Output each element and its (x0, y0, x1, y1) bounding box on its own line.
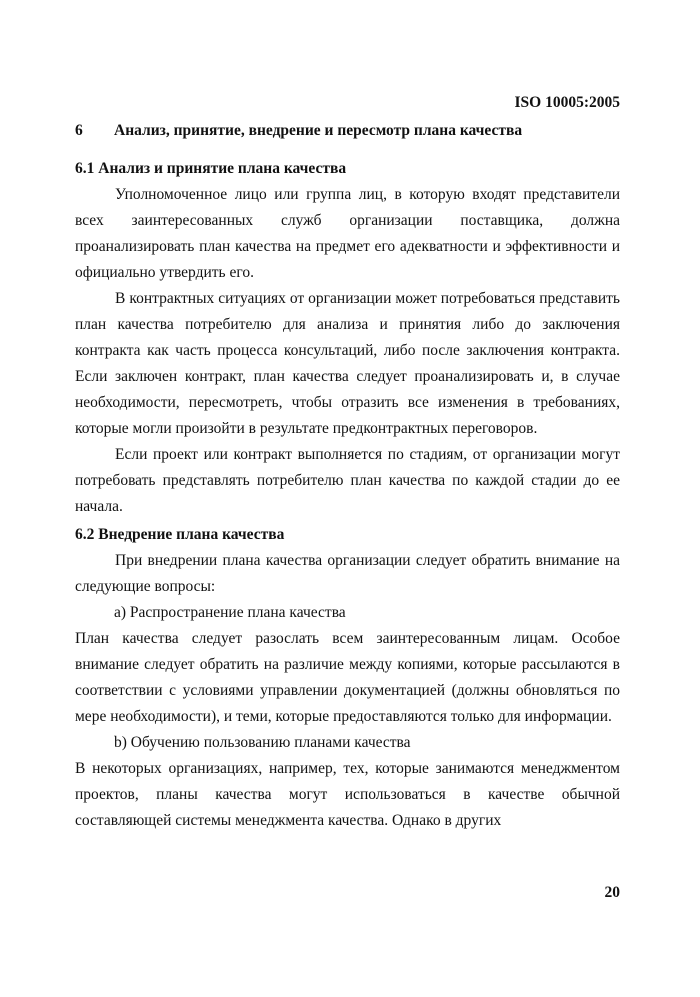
subsection-6-2-title: 6.2 Внедрение плана качества (75, 526, 285, 543)
page-number: 20 (604, 884, 620, 901)
section-number: 6 (75, 122, 83, 139)
section-title: Анализ, принятие, внедрение и пересмотр плана качества (114, 122, 523, 139)
document-body (75, 156, 620, 834)
subsection-6-1-title: 6.1 Анализ и принятие плана качества (75, 160, 347, 177)
paragraph-6-1-2: В контрактных ситуациях от организации может потребоваться представить план качества потребителю для анализа и принятия либо до заключения контракта как часть процесса консультаций, либо после заключения контракта. Если заключен контракт, план качества следует проанализировать и, в случае необходимости, пересмотреть, чтобы отразить все изменения в требованиях, которые могли произойти в результате предконтрактных переговоров. (75, 290, 620, 437)
section-heading (75, 122, 522, 140)
paragraph-6-1-1: Уполномоченное лицо или группа лиц, в которую входят представители всех заинтересованных служб организации поставщика, должна проанализировать план качества на предмет его адекватности и эффективности и официально утвердить его. (75, 186, 620, 281)
list-item-b-body: В некоторых организациях, например, тех, которые занимаются менеджментом проектов, планы качества могут использоваться в качестве обычной составляющей системы менеджмента качества. Однако в других (75, 760, 620, 829)
document-id: ISO 10005:2005 (514, 94, 620, 111)
paragraph-6-1-3: Если проект или контракт выполняется по стадиям, от организации могут потребовать представлять потребителю план качества по каждой стадии до ее начала. (75, 446, 620, 515)
paragraph-6-2-intro: При внедрении плана качества организации следует обратить внимание на следующие вопросы: (75, 552, 620, 595)
list-item-a-body: План качества следует разослать всем заинтересованным лицам. Особое внимание следует обратить на различие между копиями, которые рассылаются в соответствии с условиями управлении документацией (должны обновляться по мере необходимости), и теми, которые предоставляются только для информации. (75, 630, 620, 725)
list-item-b-label: b) Обучению пользованию планами качества (114, 734, 411, 751)
list-item-a-label: a) Распространение плана качества (114, 604, 346, 621)
